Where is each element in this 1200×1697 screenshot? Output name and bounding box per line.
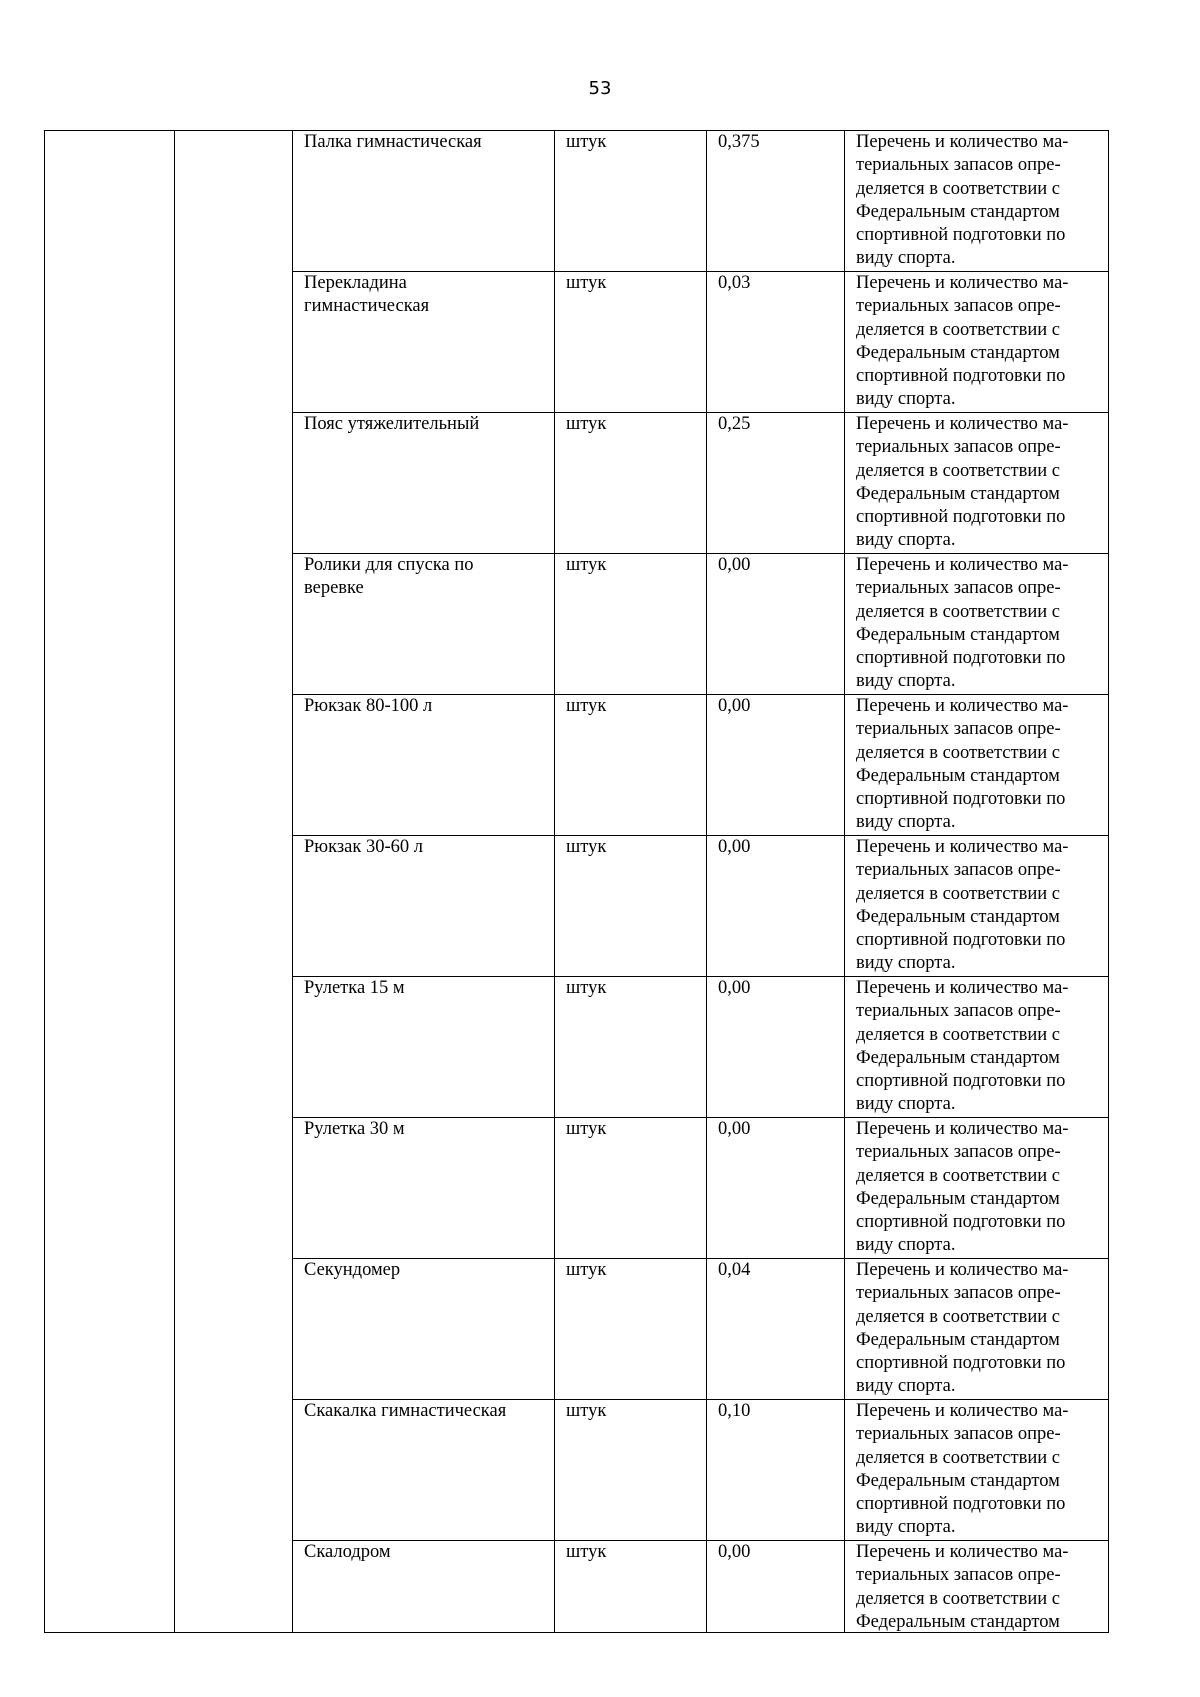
unit: штук xyxy=(566,555,607,575)
item-name: Пояс утяжелительный xyxy=(304,414,480,434)
quantity-cell xyxy=(707,1259,845,1400)
quantity: 0,00 xyxy=(718,1119,751,1139)
item-name-cell xyxy=(293,977,555,1118)
merged-empty-cell-1 xyxy=(45,131,175,1633)
quantity-cell xyxy=(707,131,845,272)
note: Перечень и количество ма- териальных запасов опре- деляется в соответствии с Федеральным стандартом спортивной подготовки по виду спорта. xyxy=(856,837,1069,974)
note-cell xyxy=(845,1541,1109,1633)
note-cell xyxy=(845,413,1109,554)
note: Перечень и количество ма- териальных запасов опре- деляется в соответствии с Федеральным стандартом спортивной подготовки по виду спорта. xyxy=(856,1260,1069,1397)
unit: штук xyxy=(566,837,607,857)
quantity-cell xyxy=(707,1118,845,1259)
item-name: Перекладина гимнастическая xyxy=(304,273,430,317)
unit-cell xyxy=(555,1400,707,1541)
equipment-table xyxy=(44,130,1109,1633)
item-name: Рюкзак 80-100 л xyxy=(304,696,433,716)
note: Перечень и количество ма- териальных запасов опре- деляется в соответствии с Федеральным стандартом спортивной подготовки по виду спорта. xyxy=(856,555,1069,692)
quantity-cell xyxy=(707,977,845,1118)
item-name-cell xyxy=(293,836,555,977)
quantity-cell xyxy=(707,272,845,413)
item-name-cell xyxy=(293,1400,555,1541)
item-name: Скалодром xyxy=(304,1542,391,1562)
merged-empty-cell-2 xyxy=(175,131,293,1633)
item-name-cell xyxy=(293,413,555,554)
item-name-cell xyxy=(293,1259,555,1400)
quantity-cell xyxy=(707,695,845,836)
note-cell xyxy=(845,695,1109,836)
quantity: 0,00 xyxy=(718,978,751,998)
note-cell xyxy=(845,272,1109,413)
unit-cell xyxy=(555,413,707,554)
note-cell xyxy=(845,554,1109,695)
unit: штук xyxy=(566,978,607,998)
item-name: Секундомер xyxy=(304,1260,401,1280)
unit: штук xyxy=(566,132,607,152)
unit-cell xyxy=(555,695,707,836)
note: Перечень и количество ма- териальных запасов опре- деляется в соответствии с Федеральным стандартом спортивной подготовки по виду спорта. xyxy=(856,132,1069,269)
unit: штук xyxy=(566,273,607,293)
quantity: 0,25 xyxy=(718,414,751,434)
note: Перечень и количество ма- териальных запасов опре- деляется в соответствии с Федеральным стандартом спортивной подготовки по виду спорта. xyxy=(856,414,1069,551)
item-name: Палка гимнастическая xyxy=(304,132,482,152)
unit-cell xyxy=(555,554,707,695)
item-name-cell xyxy=(293,554,555,695)
unit-cell xyxy=(555,1259,707,1400)
note-cell xyxy=(845,836,1109,977)
note: Перечень и количество ма- териальных запасов опре- деляется в соответствии с Федеральным стандартом спортивной подготовки по виду спорта. xyxy=(856,273,1069,410)
note-cell xyxy=(845,1259,1109,1400)
unit: штук xyxy=(566,1119,607,1139)
note-cell xyxy=(845,131,1109,272)
unit-cell xyxy=(555,131,707,272)
note: Перечень и количество ма- териальных запасов опре- деляется в соответствии с Федеральным стандартом спортивной подготовки по виду спорта. xyxy=(856,696,1069,833)
item-name-cell xyxy=(293,131,555,272)
note: Перечень и количество ма- териальных запасов опре- деляется в соответствии с Федеральным стандартом спортивной подготовки по виду спорта. xyxy=(856,1119,1069,1256)
quantity: 0,00 xyxy=(718,837,751,857)
unit-cell xyxy=(555,977,707,1118)
unit: штук xyxy=(566,1260,607,1280)
unit: штук xyxy=(566,1542,607,1562)
quantity-cell xyxy=(707,554,845,695)
quantity-cell xyxy=(707,1400,845,1541)
quantity: 0,03 xyxy=(718,273,751,293)
unit-cell xyxy=(555,1541,707,1633)
quantity-cell xyxy=(707,413,845,554)
note-cell xyxy=(845,977,1109,1118)
item-name: Скакалка гимнастическая xyxy=(304,1401,507,1421)
item-name: Рулетка 30 м xyxy=(304,1119,405,1139)
unit-cell xyxy=(555,1118,707,1259)
quantity-cell xyxy=(707,1541,845,1633)
quantity: 0,04 xyxy=(718,1260,751,1280)
item-name: Рюкзак 30-60 л xyxy=(304,837,424,857)
item-name-cell xyxy=(293,1118,555,1259)
note-cell xyxy=(845,1400,1109,1541)
unit: штук xyxy=(566,414,607,434)
note: Перечень и количество ма- териальных запасов опре- деляется в соответствии с Федеральным стандартом спортивной подготовки по виду спорта. xyxy=(856,1401,1069,1538)
quantity: 0,00 xyxy=(718,555,751,575)
quantity-cell xyxy=(707,836,845,977)
quantity: 0,375 xyxy=(718,132,760,152)
note: Перечень и количество ма- териальных запасов опре- деляется в соответствии с Федеральным стандартом спортивной подготовки по виду спорта. xyxy=(856,978,1069,1115)
unit-cell xyxy=(555,272,707,413)
quantity: 0,00 xyxy=(718,696,751,716)
item-name: Рулетка 15 м xyxy=(304,978,405,998)
unit: штук xyxy=(566,696,607,716)
unit: штук xyxy=(566,1401,607,1421)
item-name-cell xyxy=(293,695,555,836)
note: Перечень и количество ма- териальных запасов опре- деляется в соответствии с Федеральным стандартом xyxy=(856,1542,1069,1632)
unit-cell xyxy=(555,836,707,977)
item-name-cell xyxy=(293,1541,555,1633)
item-name-cell xyxy=(293,272,555,413)
item-name: Ролики для спуска по веревке xyxy=(304,555,474,599)
quantity: 0,00 xyxy=(718,1542,751,1562)
table-row xyxy=(45,131,1109,272)
quantity: 0,10 xyxy=(718,1401,751,1421)
page-number: 53 xyxy=(588,78,612,99)
note-cell xyxy=(845,1118,1109,1259)
